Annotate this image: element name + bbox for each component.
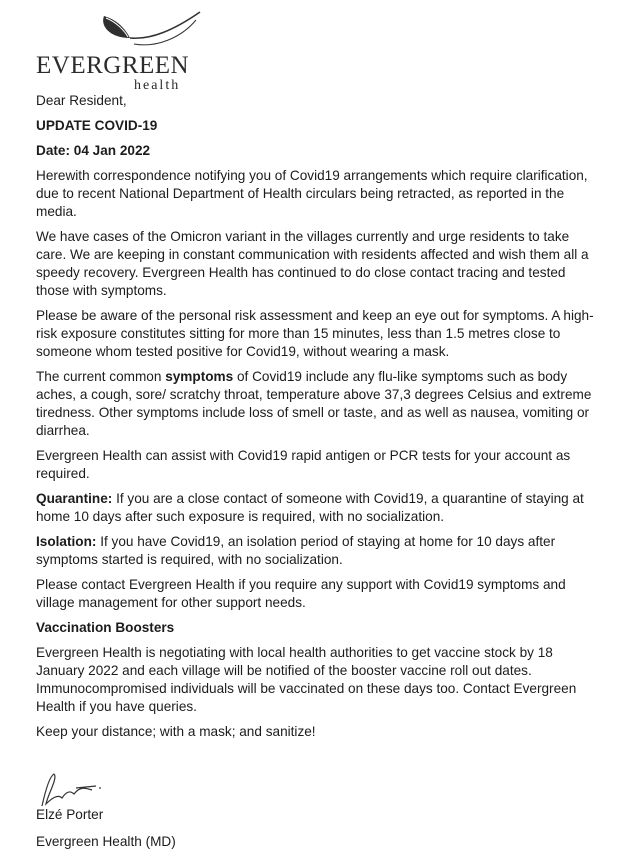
signatory-name: Elzé Porter — [36, 807, 104, 822]
paragraph-isolation — [36, 533, 596, 569]
subject-line: UPDATE COVID-19 — [36, 118, 158, 133]
symptoms-post: of Covid19 include any flu-like symptoms such as body aches, a cough, sore/ scratchy throat, temperature above 37,3 degrees Celsius and extreme tiredness. Other symptoms include loss of smell or taste, and as well as nausea, vomiting or diarrhea. — [36, 369, 592, 438]
paragraph-2: We have cases of the Omicron variant in the villages currently and urge residents to take care. We are keeping in constant communication with residents affected and wish them all a speedy recovery. Evergreen Health has continued to do close contact tracing and tested those with symptoms. — [36, 229, 589, 298]
isolation-text: If you have Covid19, an isolation period of staying at home for 10 days after symptoms started is required, with no socialization. — [36, 534, 556, 567]
letter-date: Date: 04 Jan 2022 — [36, 143, 151, 158]
symptoms-pre: The current common — [36, 369, 166, 384]
quarantine-label: Quarantine: — [36, 491, 113, 506]
boosters-heading: Vaccination Boosters — [36, 620, 175, 635]
handwritten-signature — [36, 768, 126, 812]
salutation: Dear Resident, — [36, 93, 127, 108]
paragraph-3: Please be aware of the personal risk assessment and keep an eye out for symptoms. A high-risk exposure constitutes sitting for more than 15 minutes, less than 1.5 metres close to someone whom tested positive for Covid19, without wearing a mask. — [36, 308, 594, 359]
paragraph-symptoms — [36, 368, 596, 440]
leaf-swoosh-icon — [96, 8, 206, 58]
letter-body — [36, 92, 596, 748]
isolation-label: Isolation: — [36, 534, 97, 549]
signatory-title: Evergreen Health (MD) — [36, 834, 176, 849]
paragraph-quarantine — [36, 490, 596, 526]
closing-line: Keep your distance; with a mask; and sanitize! — [36, 724, 316, 739]
evergreen-logo — [36, 8, 206, 93]
paragraph-1: Herewith correspondence notifying you of Covid19 arrangements which require clarification, due to recent National Department of Health circulars being retracted, as reported in the media. — [36, 168, 588, 219]
paragraph-support: Please contact Evergreen Health if you require any support with Covid19 symptoms and village management for other support needs. — [36, 577, 566, 610]
brand-subtitle: health — [134, 78, 181, 93]
paragraph-tests: Evergreen Health can assist with Covid19 rapid antigen or PCR tests for your account as required. — [36, 448, 571, 481]
symptoms-bold: symptoms — [165, 369, 234, 384]
quarantine-text: If you are a close contact of someone with Covid19, a quarantine of staying at home 10 days after such exposure is required, with no socialization. — [36, 491, 584, 524]
brand-name: EVERGREEN — [36, 52, 190, 79]
paragraph-boosters: Evergreen Health is negotiating with local health authorities to get vaccine stock by 18 January 2022 and each village will be notified of the booster vaccine roll out dates. Immunocompromised individuals will be vaccinated on these days too. Contact Evergreen Health if you have queries. — [36, 645, 577, 714]
